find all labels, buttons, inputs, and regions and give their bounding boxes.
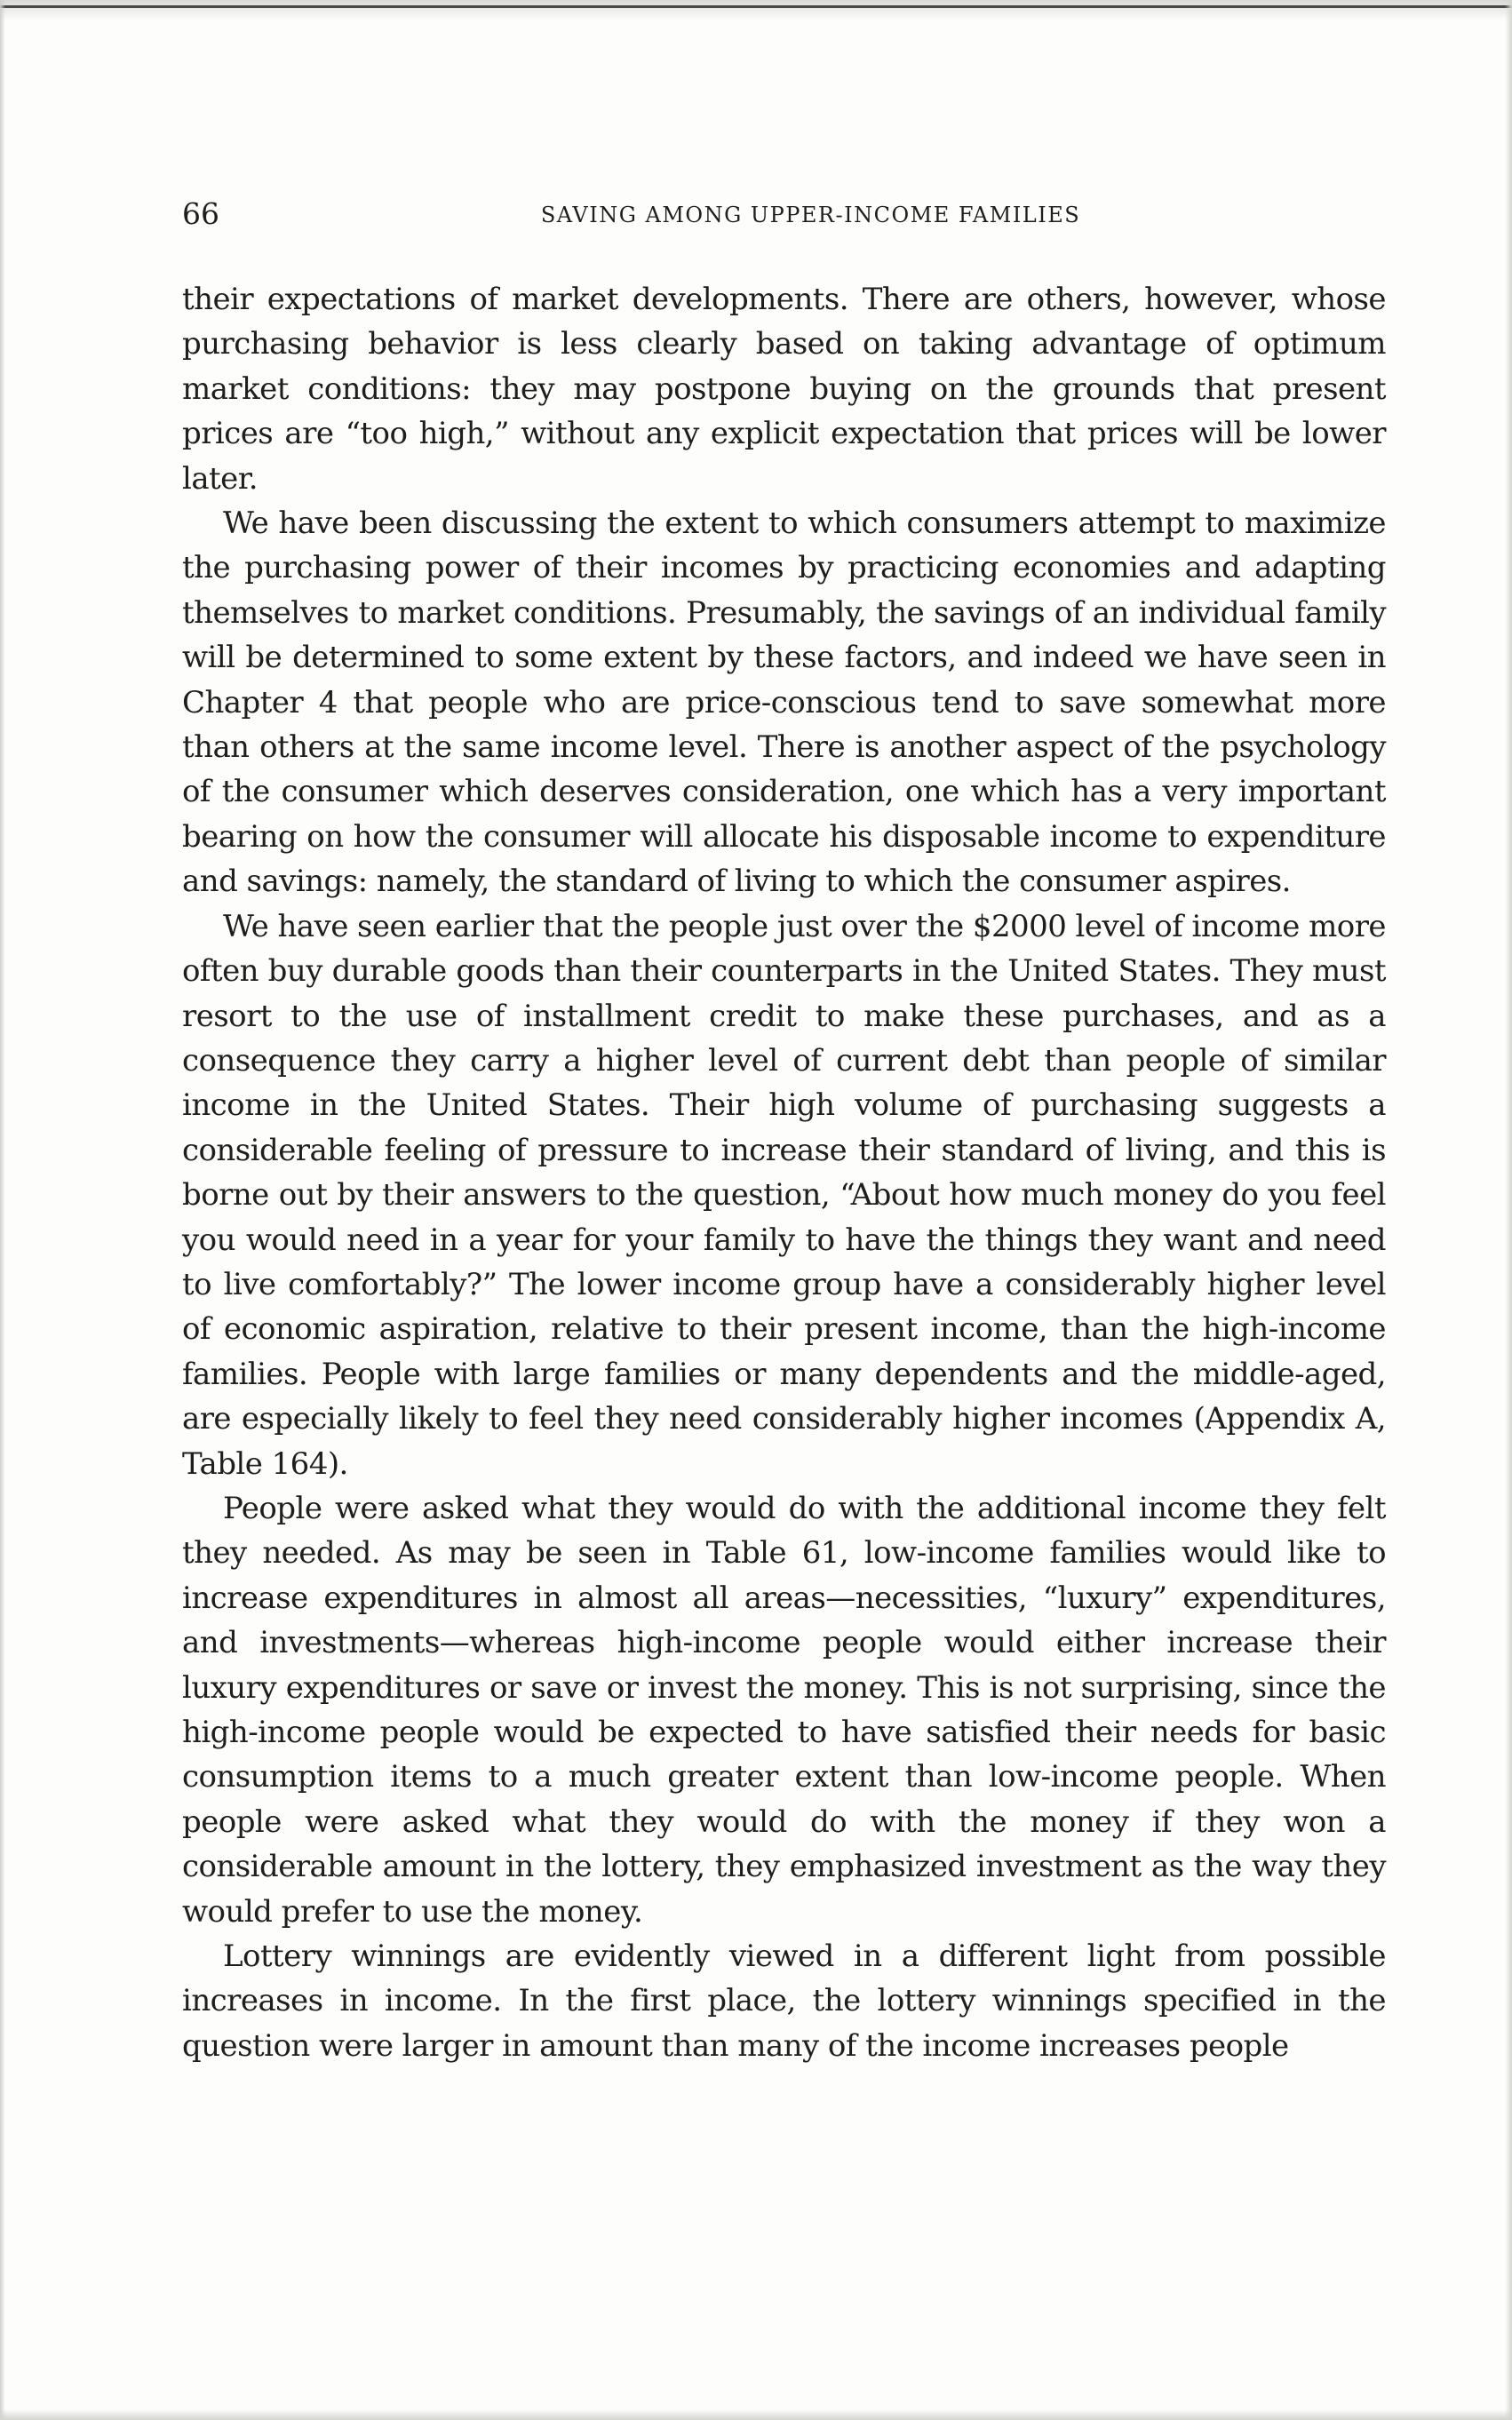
paragraph-4: People were asked what they would do with the additional income they felt they needed. As may be seen in Table 61, low-income families would like to increase expenditures in almost all areas—necessities, “luxury” expenditures, and investments—whereas high-income people would either increase their luxury expenditures or save or invest the money. This is not surprising, since the high-income people would be expected to have satisfied their needs for basic consumption items to a much greater extent than low-income people. When people were asked what they would do with the money if they won a considerable amount in the lottery, they emphasized investment as the way they would prefer to use the money.: [182, 1490, 1386, 1930]
paragraph-3: We have seen earlier that the people just over the $2000 level of income more often buy durable goods than their counterparts in the United States. They must resort to the use of installment credit to make these purchases, and as a consequence they carry a higher level of current debt than people of similar income in the United States. Their high volume of purchasing suggests a considerable feeling of pressure to increase their standard of living, and this is borne out by their answers to the question, “About how much money do you feel you would need in a year for your family to have the things they want and need to live comfortably?” The lower income group have a considerably higher level of economic aspiration, relative to their present income, than the high-income families. People with large families or many dependents and the middle-aged, are especially likely to feel they need considerably higher incomes (Appendix A, Table 164).: [182, 908, 1386, 1482]
paragraph-5: Lottery winnings are evidently viewed in a different light from possible increases in income. In the first place, the lottery winnings specified in the question were larger in amount than many of the income increases people: [182, 1938, 1386, 2064]
scan-right-edge: [1505, 0, 1512, 2420]
page-number: 66: [182, 196, 219, 231]
running-head: SAVING AMONG UPPER-INCOME FAMILIES: [540, 203, 1081, 227]
page-header: [182, 195, 1386, 240]
paragraph-2: We have been discussing the extent to which consumers attempt to maximize the purchasing power of their incomes by practicing economies and adapting themselves to market conditions. Presumably, the savings of an individual family will be determined to some extent by these factors, and indeed we have seen in Chapter 4 that people who are price-conscious tend to save somewhat more than others at the same income level. There is another aspect of the psychology of the consumer which deserves consideration, one which has a very important bearing on how the consumer will allocate his disposable income to expenditure and savings: namely, the standard of living to which the consumer aspires.: [182, 505, 1386, 900]
paragraph-1: their expectations of market developments. There are others, however, whose purchasing behavior is less clearly based on taking advantage of optimum market conditions: they may postpone buying on the grounds that present prices are “too high,” without any explicit expectation that prices will be lower later.: [182, 282, 1386, 497]
body-text: [182, 277, 1386, 2068]
scan-left-edge: [0, 0, 5, 2420]
scan-top-shadow: [0, 0, 1512, 20]
scan-top-rule: [0, 5, 1512, 8]
scan-bottom-edge: [0, 2409, 1512, 2420]
